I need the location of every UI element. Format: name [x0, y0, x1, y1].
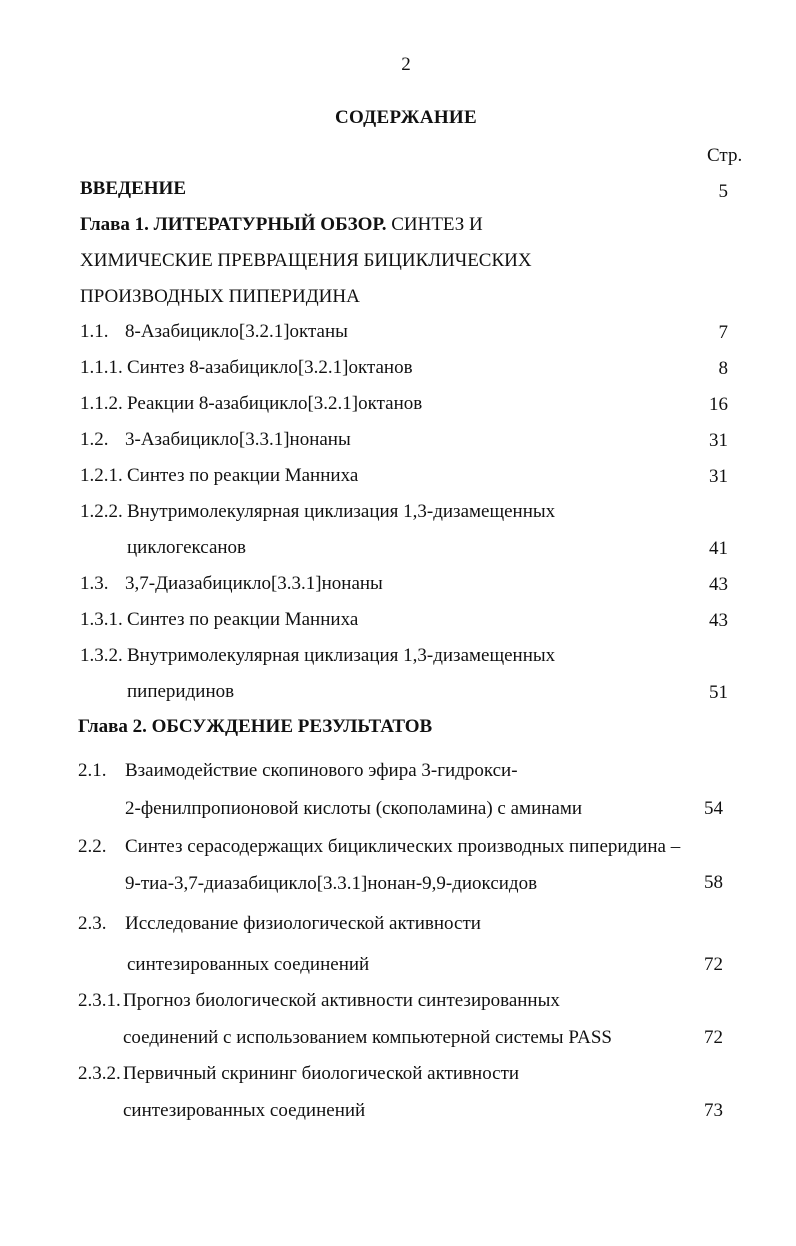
toc-page: 8 — [718, 358, 728, 379]
toc-page: 72 — [704, 954, 723, 975]
toc-num: 2.3.1. — [78, 990, 121, 1011]
toc-page: 58 — [704, 872, 723, 893]
toc-page: 51 — [709, 682, 728, 703]
toc-entry-text-cont: синтезированных соединений — [127, 954, 370, 975]
toc-entry-intro: ВВЕДЕНИЕ — [80, 178, 186, 199]
toc-num: 2.2. — [78, 836, 107, 857]
toc-chapter-2: Глава 2. ОБСУЖДЕНИЕ РЕЗУЛЬТАТОВ — [78, 716, 433, 737]
toc-entry-text: Синтез серасодержащих бициклических производных пиперидина – — [125, 836, 681, 857]
toc-num: 1.1.2. — [80, 393, 123, 414]
toc-page: 31 — [709, 466, 728, 487]
page-column-label: Стр. — [707, 145, 743, 166]
toc-page: 54 — [704, 798, 723, 819]
toc-num: 1.2.1. — [80, 465, 123, 486]
toc-num: 1.3.1. — [80, 609, 123, 630]
toc-entry-text-cont: 9-тиа-3,7-диазабицикло[3.3.1]нонан-9,9-диоксидов — [125, 873, 538, 894]
toc-entry-text: Внутримолекулярная циклизация 1,3-дизамещенных — [127, 501, 556, 522]
toc-page: 41 — [709, 538, 728, 559]
toc-num: 2.3.2. — [78, 1063, 121, 1084]
toc-entry-text-cont: циклогексанов — [127, 537, 247, 558]
toc-num: 1.3.2. — [80, 645, 123, 666]
toc-entry-text: 8-Азабицикло[3.2.1]октаны — [125, 321, 348, 342]
toc-entry-text-cont: 2-фенилпропионовой кислоты (скополамина) с аминами — [125, 798, 583, 819]
page-number: 2 — [401, 54, 411, 75]
toc-entry-text-cont: соединений с использованием компьютерной системы PASS — [123, 1027, 612, 1048]
toc-entry-text: Первичный скрининг биологической активности — [123, 1063, 520, 1084]
toc-entry-text-cont: пиперидинов — [127, 681, 235, 702]
toc-entry-text: 3,7-Диазабицикло[3.3.1]нонаны — [125, 573, 383, 594]
page-title: СОДЕРЖАНИЕ — [335, 107, 477, 128]
toc-entry-text: Прогноз биологической активности синтезированных — [123, 990, 560, 1011]
toc-page: 16 — [709, 394, 728, 415]
toc-entry-text: Взаимодействие скопинового эфира 3-гидрокси- — [125, 760, 518, 781]
toc-page: 43 — [709, 610, 728, 631]
toc-entry-text: Синтез по реакции Манниха — [127, 609, 359, 630]
toc-num: 1.3. — [80, 573, 109, 594]
toc-num: 1.2. — [80, 429, 109, 450]
toc-entry-text: Реакции 8-азабицикло[3.2.1]октанов — [127, 393, 423, 414]
toc-chapter-1-line-1: Глава 1. ЛИТЕРАТУРНЫЙ ОБЗОР. СИНТЕЗ И — [80, 214, 483, 235]
toc-chapter-1-line-2: ХИМИЧЕСКИЕ ПРЕВРАЩЕНИЯ БИЦИКЛИЧЕСКИХ — [80, 250, 532, 271]
toc-num: 1.1. — [80, 321, 109, 342]
toc-num: 1.2.2. — [80, 501, 123, 522]
toc-page: 73 — [704, 1100, 723, 1121]
toc-entry-text: Исследование физиологической активности — [125, 913, 481, 934]
toc-entry-text: Синтез по реакции Манниха — [127, 465, 359, 486]
toc-page-intro: 5 — [718, 181, 728, 202]
toc-page: 43 — [709, 574, 728, 595]
toc-entry-text-cont: синтезированных соединений — [123, 1100, 366, 1121]
toc-num: 1.1.1. — [80, 357, 123, 378]
toc-entry-text: Синтез 8-азабицикло[3.2.1]октанов — [127, 357, 413, 378]
toc-page: 72 — [704, 1027, 723, 1048]
toc-chapter-1-line-3: ПРОИЗВОДНЫХ ПИПЕРИДИНА — [80, 286, 360, 307]
toc-num: 2.1. — [78, 760, 107, 781]
toc-entry-text: Внутримолекулярная циклизация 1,3-дизамещенных — [127, 645, 556, 666]
toc-entry-text: 3-Азабицикло[3.3.1]нонаны — [125, 429, 351, 450]
toc-page: 31 — [709, 430, 728, 451]
toc-num: 2.3. — [78, 913, 107, 934]
toc-page: 7 — [718, 322, 728, 343]
